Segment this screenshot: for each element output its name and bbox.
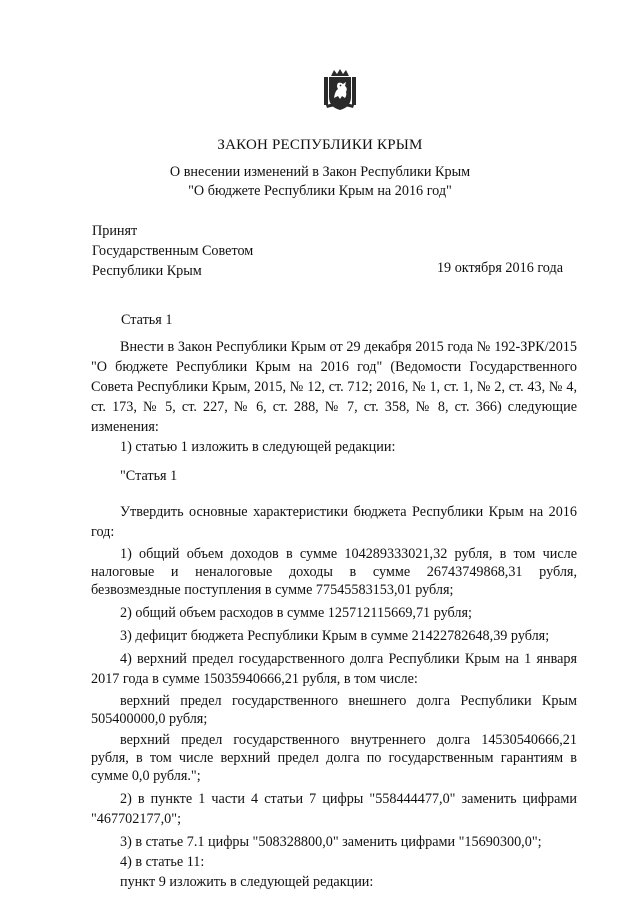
law-title: ЗАКОН РЕСПУБЛИКИ КРЫМ: [217, 137, 423, 153]
adoption-line-1: Принят: [92, 223, 138, 239]
article-paragraph: верхний предел государственного внешнего долга Республики Крым 505400000,0 рубля;: [91, 692, 577, 727]
adoption-line-3: Республики Крым: [92, 263, 202, 279]
subtitle-line-1: О внесении изменений в Закон Республики Крым: [169, 164, 471, 180]
article-paragraph: 3) в статье 7.1 цифры "508328800,0" заменить цифрами "15690300,0";: [120, 833, 542, 850]
article-paragraph: "Статья 1: [120, 468, 178, 484]
article-paragraph: 1) статью 1 изложить в следующей редакции:: [120, 439, 396, 455]
article-body: [91, 337, 577, 892]
subtitle-line-2: "О бюджете Республики Крым на 2016 год": [188, 183, 452, 199]
adoption-line-2: Государственным Советом: [92, 243, 254, 259]
adoption-date: 19 октября 2016 года: [436, 260, 563, 276]
article-title: Статья 1: [121, 312, 173, 328]
article-paragraph: 1) общий объем доходов в сумме 104289333021,32 рубля, в том числе налоговые и неналоговые доходы в сумме 26743749868,31 рубля, безвозмездные поступления в сумме 77545583153,01 рубля;: [91, 546, 577, 599]
article-paragraph: Утвердить основные характеристики бюджета Республики Крым на 2016 год:: [91, 504, 577, 540]
article-paragraph: Внести в Закон Республики Крым от 29 декабря 2015 года № 192-ЗРК/2015 "О бюджете Республики Крым на 2016 год" (Ведомости Государственного Совета Республики Крым, 2015, № 12, ст. 712; 2016, № 1, ст. 1, № 2, ст. 43, № 4, ст. 173, № 5, ст. 227, № 6, ст. 288, № 7, ст. 358, № 8, ст. 366) следующие изменения:: [91, 339, 577, 435]
crimea-coat-of-arms-icon: [323, 67, 357, 111]
adoption-block: [92, 221, 253, 281]
article-paragraph: 4) в статье 11:: [120, 853, 205, 870]
article-paragraph: 2) в пункте 1 части 4 статьи 7 цифры "558444477,0" заменить цифрами "467702177,0";: [91, 790, 577, 827]
article-paragraph: 4) верхний предел государственного долга Республики Крым на 1 января 2017 года в сумме 15035940666,21 рубля, в том числе:: [91, 650, 577, 687]
article-paragraph: 3) дефицит бюджета Республики Крым в сумме 21422782648,39 рубля;: [120, 627, 550, 644]
law-subtitle: [0, 163, 640, 201]
article-paragraph: верхний предел государственного внутреннего долга 14530540666,21 рубля, в том числе верхний предел долга по государственным гарантиям в сумме 0,0 рубля.";: [91, 732, 577, 785]
article-paragraph: 2) общий объем расходов в сумме 125712115669,71 рубля;: [120, 604, 472, 621]
article-paragraph: пункт 9 изложить в следующей редакции:: [120, 873, 374, 890]
